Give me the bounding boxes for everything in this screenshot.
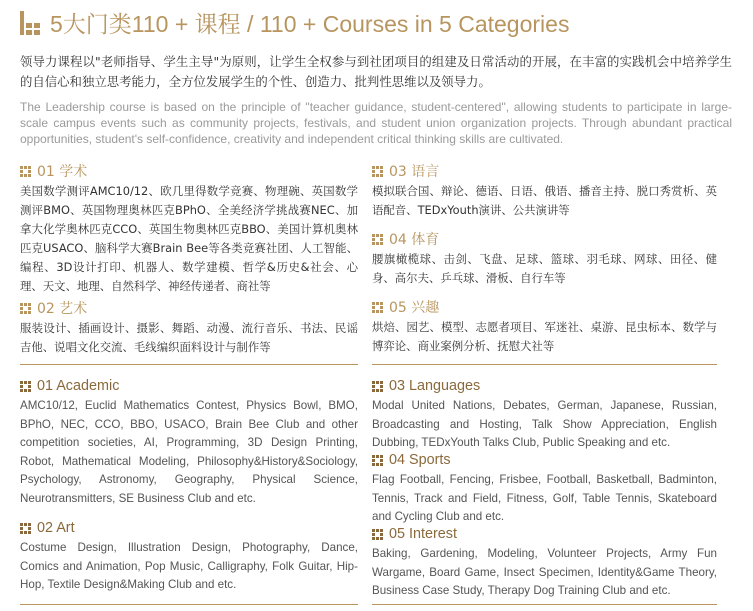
divider-bottom-right bbox=[372, 604, 717, 605]
section-bullet-icon bbox=[20, 523, 31, 534]
section-cn-sports bbox=[372, 229, 717, 288]
divider-right bbox=[372, 364, 717, 365]
divider-bottom-left bbox=[20, 604, 358, 605]
section-body: 服装设计、插画设计、摄影、舞蹈、动漫、流行音乐、书法、民谣吉他、说唱文化交流、毛线编织面料设计与制作等 bbox=[20, 321, 358, 354]
section-title: 05 兴趣 bbox=[389, 300, 440, 316]
divider-left bbox=[20, 364, 358, 365]
section-bullet-icon bbox=[20, 166, 31, 177]
section-body: Modal United Nations, Debates, German, Japanese, Russian, Broadcasting and Hosting, Talk Show Appreciation, English Dubbing, TEDxYouth Talks Club, Public Speaking and etc. bbox=[372, 399, 717, 449]
grid-logo-icon bbox=[20, 11, 44, 35]
intro-english: The Leadership course is based on the principle of "teacher guidance, student-centered", allowing students to participate in large-scale campus events such as community projects, festivals, and student union organization projects. Through abundant practical opportunities, student's self-confidence, creativity and independent critical thinking skills are cultivated. bbox=[20, 100, 732, 146]
section-bullet-icon bbox=[20, 303, 31, 314]
section-bullet-icon bbox=[372, 381, 383, 392]
intro-chinese: 领导力课程以"老师指导、学生主导"为原则，让学生全权参与到社团项目的组建及日常活动的开展，在丰富的实践机会中培养学生的自信心和独立思考能力，全方位发展学生的个性、创造力、批判性思维以及领导力。 bbox=[20, 54, 732, 89]
section-title: 01 学术 bbox=[37, 164, 88, 180]
section-bullet-icon bbox=[372, 302, 383, 313]
section-bullet-icon bbox=[372, 529, 383, 540]
section-en-interest bbox=[372, 524, 717, 601]
section-title: 04 Sports bbox=[389, 452, 451, 468]
section-cn-interest bbox=[372, 297, 717, 356]
section-bullet-icon bbox=[20, 381, 31, 392]
section-body: Costume Design, Illustration Design, Photography, Dance, Comics and Animation, Pop Music, Calligraphy, Folk Guitar, Hip-Hop, Textile Design&Making Club and etc. bbox=[20, 541, 358, 591]
page-header bbox=[20, 6, 569, 39]
section-bullet-icon bbox=[372, 166, 383, 177]
section-cn-academic bbox=[20, 161, 358, 296]
section-en-art bbox=[20, 518, 358, 595]
section-title: 03 Languages bbox=[389, 378, 481, 394]
section-body: 烘焙、园艺、模型、志愿者项目、军迷社、桌游、昆虫标本、数学与博弈论、商业案例分析、抚慰犬社等 bbox=[372, 320, 717, 353]
section-bullet-icon bbox=[372, 234, 383, 245]
section-body: Baking, Gardening, Modeling, Volunteer Projects, Army Fun Wargame, Board Game, Insect Specimen, Identity&Game Theory, Business Case Study, Therapy Dog Training Club and etc. bbox=[372, 547, 717, 597]
section-title: 05 Interest bbox=[389, 526, 457, 542]
section-title: 02 Art bbox=[37, 520, 75, 536]
section-body: Flag Football, Fencing, Frisbee, Football, Basketball, Badminton, Tennis, Track and Field, Fitness, Golf, Table Tennis, Skateboard and Cycling Club and etc. bbox=[372, 473, 717, 523]
section-title: 04 体育 bbox=[389, 232, 440, 248]
section-body: AMC10/12, Euclid Mathematics Contest, Physics Bowl, BMO, BPhO, NEC, CCO, BBO, USACO, Brain Bee Club and other competition societies, AI, Programming, 3D Design Printing, Robot, Mathematical Modeling, Philosophy&History&Sociology, Psychology, Astronomy, Geography, Physical Science, Neurotransmitters, SE Business Club and etc. bbox=[20, 399, 358, 505]
section-bullet-icon bbox=[372, 455, 383, 466]
section-body: 腰旗橄榄球、击剑、飞盘、足球、篮球、羽毛球、网球、田径、健身、高尔夫、乒乓球、滑板、自行车等 bbox=[372, 252, 717, 285]
section-en-academic bbox=[20, 376, 358, 508]
section-cn-languages bbox=[372, 161, 717, 220]
page-title: 5大门类110 + 课程 / 110 + Courses in 5 Categories bbox=[50, 11, 570, 37]
section-title: 01 Academic bbox=[37, 378, 120, 394]
section-title: 02 艺术 bbox=[37, 301, 88, 317]
section-cn-art bbox=[20, 298, 358, 357]
section-title: 03 语言 bbox=[389, 164, 440, 180]
section-body: 模拟联合国、辩论、德语、日语、俄语、播音主持、脱口秀赏析、英语配音、TEDxYouth演讲、公共演讲等 bbox=[372, 184, 717, 217]
section-body: 美国数学测评AMC10/12、欧几里得数学竞赛、物理碗、英国数学测评BMO、英国物理奥林匹克BPhO、全美经济学挑战赛NEC、加拿大化学奥林匹克CCO、英国生物奥林匹克BBO、美国计算机奥林匹克USACO、脑科学大赛Brain Bee等各类竞赛社团、人工智能、编程、3D设计打印、机器人、数学建模、哲学&历史&社会、心理、天文、地理、自然科学、神经传递者、商社等 bbox=[20, 184, 358, 293]
section-en-sports bbox=[372, 450, 717, 527]
section-en-languages bbox=[372, 376, 717, 453]
